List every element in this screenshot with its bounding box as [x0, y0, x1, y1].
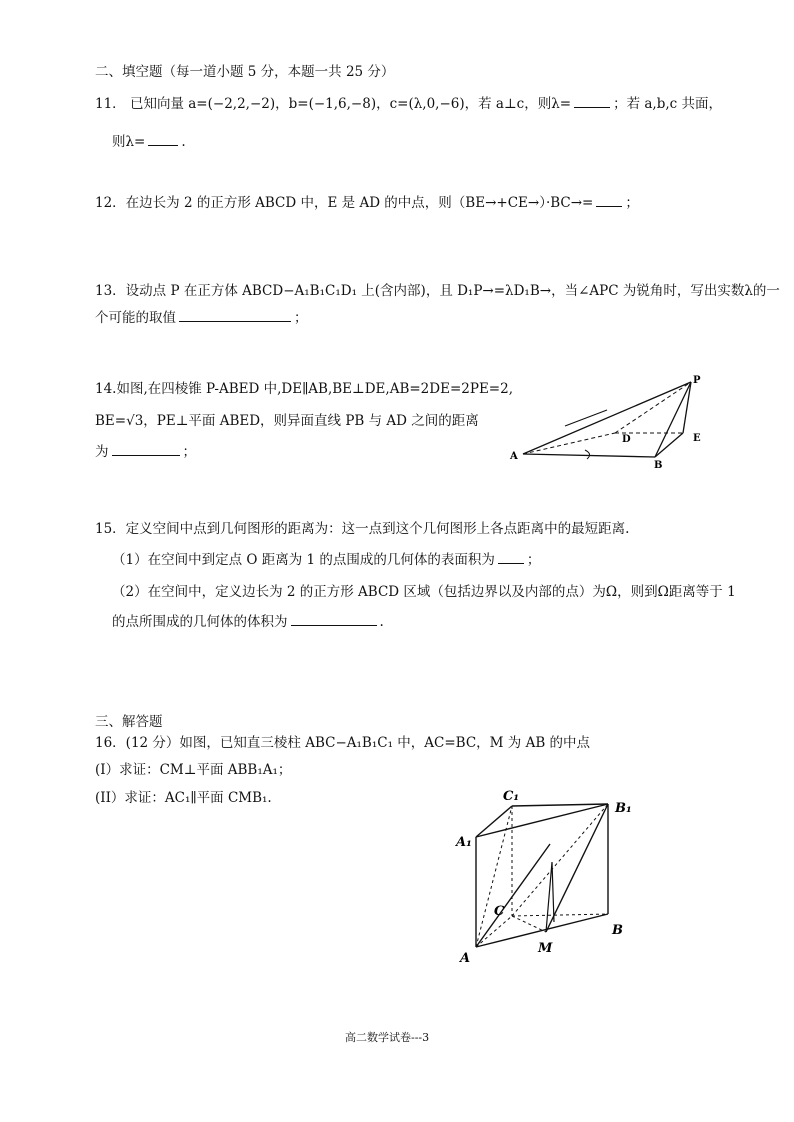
question-11-line-2 [112, 134, 186, 150]
question-14-line-2: BE=√3，PE⊥平面 ABED，则异面直线 PB 与 AD 之间的距离 [95, 413, 479, 429]
q11-text-b: ；若 a,b,c 共面， [613, 96, 723, 112]
q12-blank[interactable] [596, 205, 622, 207]
q14-text-a: 为 [95, 444, 109, 460]
q11-text-a: 11． 已知向量 a=(−2,2,−2)，b=(−1,6,−8)，c=(λ,0,−6)，若 a⊥c，则λ= [95, 96, 572, 112]
q14-blank[interactable] [112, 454, 180, 456]
question-13-line-1: 13．设动点 P 在正方体 ABCD−A₁B₁C₁D₁ 上(含内部)，且 D₁P→=λD₁B→，当∠APC 为锐角时，写出实数λ的一 [95, 283, 780, 299]
question-16-part-2: (II）求证：AC₁∥平面 CMB₁. [95, 790, 272, 806]
label-d: D [622, 434, 631, 445]
pencil-mark-2 [585, 450, 590, 459]
question-13-line-2 [95, 310, 308, 326]
edge-a-c1 [476, 806, 512, 947]
edge-be [655, 433, 683, 457]
edge-ap [523, 382, 691, 454]
label-p: P [693, 375, 701, 386]
question-14-line-1: 14.如图,在四棱锥 P-ABED 中,DE∥AB,BE⊥DE,AB=2DE=2PE=2, [95, 381, 513, 397]
q15-text-d: . [379, 614, 384, 630]
pyramid-figure [505, 370, 725, 475]
section-heading-solve: 三、解答题 [95, 714, 163, 730]
edge-ad [523, 433, 615, 454]
question-14-line-3 [95, 444, 196, 460]
q11-blank-2[interactable] [148, 144, 178, 146]
edge-c-b1 [512, 804, 608, 916]
edge-m-b1 [546, 804, 608, 932]
label-b: B [654, 460, 663, 471]
label-a1: A₁ [456, 835, 472, 850]
q11-text-c: 则λ= [112, 134, 146, 150]
label-a: A [460, 951, 471, 966]
label-c: C [494, 904, 505, 919]
q11-blank-1[interactable] [574, 106, 610, 108]
q15-blank-1[interactable] [498, 562, 524, 564]
question-15-line-3: （2）在空间中，定义边长为 2 的正方形 ABCD 区域（包括边界以及内部的点）为Ω，则到Ω距离等于 1 [112, 584, 736, 600]
label-c1: C₁ [503, 789, 520, 804]
q12-text-a: 12．在边长为 2 的正方形 ABCD 中，E 是 AD 的中点，则（BE→+CE→）·BC→= [95, 195, 594, 211]
q12-text-b: ； [625, 195, 639, 211]
q14-text-b: ； [182, 444, 196, 460]
q13-blank[interactable] [179, 320, 291, 322]
pencil-mark [565, 410, 607, 426]
pencil-mark [546, 862, 554, 932]
question-16-line-1: 16．(12 分）如图，已知直三棱柱 ABC−A₁B₁C₁ 中，AC=BC，M 为 AB 的中点 [95, 735, 591, 751]
edge-dp [615, 382, 691, 433]
question-15-line-2 [112, 552, 540, 568]
label-b: B [612, 923, 623, 938]
q15-text-b: ； [526, 552, 541, 568]
q11-text-d: . [181, 134, 186, 150]
edge-cb [512, 914, 608, 916]
label-e: E [693, 433, 701, 444]
edge-cm [512, 916, 546, 932]
label-m: M [538, 941, 553, 956]
section-heading-fill-blank: 二、填空题（每一道小题 5 分，本题一共 25 分） [95, 64, 395, 80]
question-11-line-1 [95, 96, 722, 112]
question-12 [95, 195, 639, 211]
q15-blank-2[interactable] [291, 624, 377, 626]
q15-text-c: 的点所围成的几何体的体积为 [112, 614, 288, 630]
prism-figure [450, 782, 640, 967]
label-a: A [510, 451, 518, 462]
question-15-line-1: 15．定义空间中点到几何图形的距离为：这一点到这个几何图形上各点距离中的最短距离. [95, 521, 630, 537]
question-16-part-1: (I）求证：CM⊥平面 ABB₁A₁； [95, 762, 292, 778]
q13-text-b: ； [294, 310, 308, 326]
page-footer: 高二数学试卷---3 [345, 1031, 430, 1044]
question-15-line-4 [112, 614, 384, 630]
q15-text-a: （1）在空间中到定点 O 距离为 1 的点围成的几何体的表面积为 [112, 552, 495, 568]
edge-c1-b1 [512, 804, 608, 806]
q13-text-a: 个可能的取值 [95, 310, 176, 326]
label-b1: B₁ [615, 801, 632, 816]
